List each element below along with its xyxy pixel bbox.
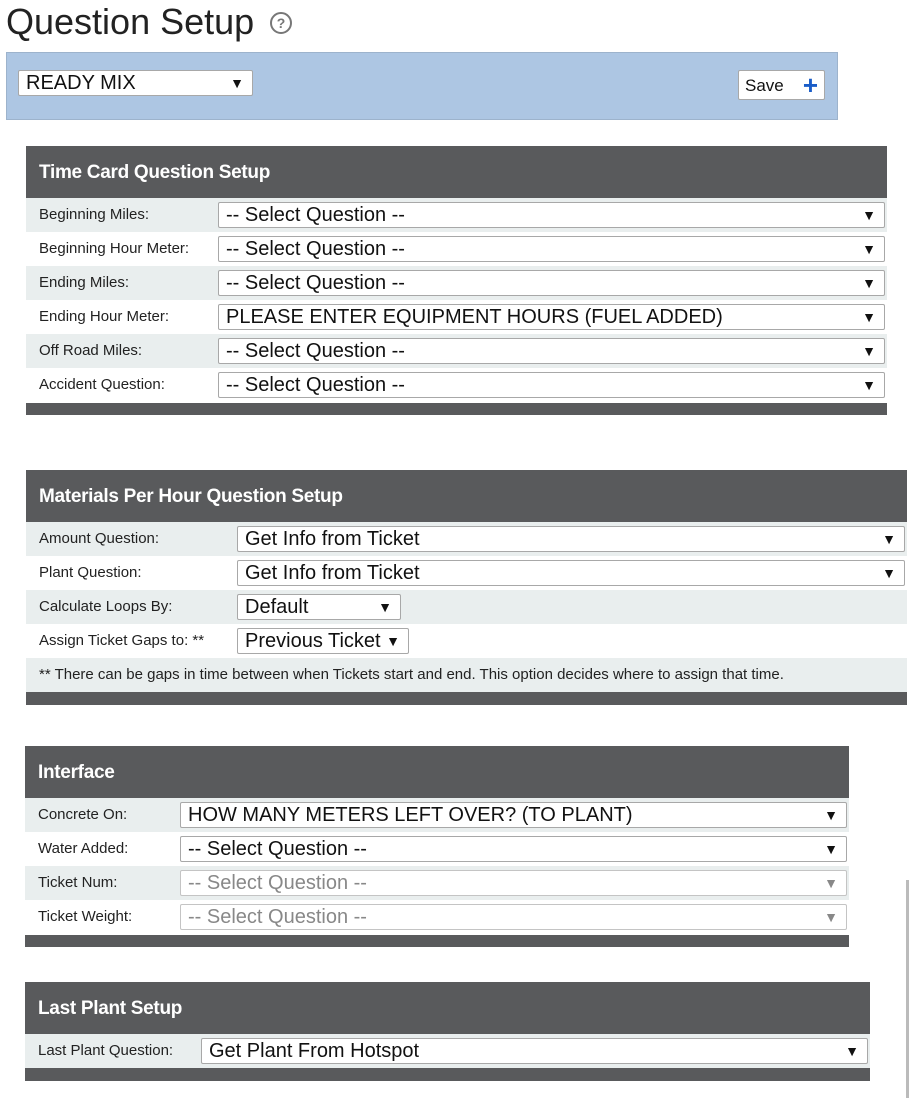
chevron-down-icon: ▼ (386, 633, 400, 649)
company-select-value: READY MIX (26, 72, 136, 94)
time-card-title: Time Card Question Setup (39, 162, 271, 183)
ending-miles-select[interactable] (218, 270, 885, 296)
beginning-miles-label: Beginning Miles: (39, 206, 150, 223)
ticket-num-label: Ticket Num: (38, 874, 118, 891)
save-button-label: Save (745, 76, 784, 95)
section-footer (26, 692, 907, 705)
beginning-hour-meter-label: Beginning Hour Meter: (39, 240, 190, 257)
page-title: Question Setup (6, 1, 255, 42)
form-row (26, 266, 887, 300)
select-value: -- Select Question -- (226, 272, 405, 294)
water-added-select[interactable] (180, 836, 847, 862)
materials-section (26, 470, 907, 705)
plant-question-label: Plant Question: (39, 564, 142, 581)
form-row (26, 590, 907, 624)
concrete-on-select[interactable] (180, 802, 847, 828)
last-plant-section (25, 982, 870, 1081)
form-row (26, 300, 887, 334)
chevron-down-icon: ▼ (882, 565, 896, 581)
form-row (26, 198, 887, 232)
off-road-miles-label: Off Road Miles: (39, 342, 143, 359)
materials-header (26, 470, 907, 522)
select-value: PLEASE ENTER EQUIPMENT HOURS (FUEL ADDED) (226, 306, 723, 328)
chevron-down-icon: ▼ (824, 807, 838, 823)
chevron-down-icon: ▼ (845, 1043, 859, 1059)
chevron-down-icon: ▼ (824, 909, 838, 925)
select-value: Get Info from Ticket (245, 528, 420, 550)
ticket-num-select (180, 870, 847, 896)
chevron-down-icon: ▼ (862, 377, 876, 393)
ending-hour-meter-label: Ending Hour Meter: (39, 308, 170, 325)
note-row (26, 658, 907, 692)
chevron-down-icon: ▼ (824, 875, 838, 891)
beginning-hour-meter-select[interactable] (218, 236, 885, 262)
select-value: -- Select Question -- (188, 906, 367, 928)
form-row (26, 232, 887, 266)
interface-section (25, 746, 849, 947)
ticket-weight-label: Ticket Weight: (38, 908, 133, 925)
plant-question-select[interactable] (237, 560, 905, 586)
form-row (26, 556, 907, 590)
amount-question-label: Amount Question: (39, 530, 160, 547)
concrete-on-label: Concrete On: (38, 806, 128, 823)
time-card-header (26, 146, 887, 198)
chevron-down-icon: ▼ (862, 343, 876, 359)
form-row (25, 900, 849, 934)
select-value: -- Select Question -- (226, 374, 405, 396)
chevron-down-icon: ▼ (862, 241, 876, 257)
form-row (25, 866, 849, 900)
chevron-down-icon: ▼ (862, 275, 876, 291)
select-value: HOW MANY METERS LEFT OVER? (TO PLANT) (188, 804, 633, 826)
save-button[interactable] (738, 70, 825, 100)
select-value: -- Select Question -- (226, 340, 405, 362)
off-road-miles-select[interactable] (218, 338, 885, 364)
form-row (26, 334, 887, 368)
beginning-miles-select[interactable] (218, 202, 885, 228)
question-circle-icon[interactable]: ? (270, 12, 292, 34)
section-footer (25, 1068, 870, 1081)
section-footer (26, 403, 887, 415)
interface-title: Interface (38, 762, 115, 783)
select-value: Default (245, 596, 309, 618)
assign-ticket-gaps-label: Assign Ticket Gaps to: ** (39, 632, 205, 649)
calculate-loops-label: Calculate Loops By: (39, 598, 173, 615)
amount-question-select[interactable] (237, 526, 905, 552)
plus-icon: + (802, 70, 818, 100)
materials-title: Materials Per Hour Question Setup (39, 486, 343, 507)
accident-question-select[interactable] (218, 372, 885, 398)
company-toolbar (6, 52, 838, 120)
form-row (26, 624, 907, 658)
chevron-down-icon: ▼ (824, 841, 838, 857)
select-value: Get Plant From Hotspot (209, 1040, 420, 1062)
ticket-gaps-note: ** There can be gaps in time between when Tickets start and end. This option decides where to assign that time. (39, 666, 784, 683)
last-plant-question-select[interactable] (201, 1038, 868, 1064)
ending-miles-label: Ending Miles: (39, 274, 130, 291)
water-added-label: Water Added: (38, 840, 129, 857)
chevron-down-icon: ▼ (230, 75, 244, 91)
form-row (25, 832, 849, 866)
form-row (26, 522, 907, 556)
ticket-weight-select (180, 904, 847, 930)
calculate-loops-select[interactable] (237, 594, 401, 620)
last-plant-header (25, 982, 870, 1034)
accident-question-label: Accident Question: (39, 376, 165, 393)
time-card-section (26, 146, 887, 415)
select-value: -- Select Question -- (226, 238, 405, 260)
select-value: -- Select Question -- (188, 838, 367, 860)
ending-hour-meter-select[interactable] (218, 304, 885, 330)
form-row (26, 368, 887, 402)
assign-ticket-gaps-select[interactable] (237, 628, 409, 654)
last-plant-question-label: Last Plant Question: (38, 1042, 174, 1059)
select-value: Previous Ticket (245, 630, 381, 652)
select-value: Get Info from Ticket (245, 562, 420, 584)
form-row (25, 798, 849, 832)
last-plant-title: Last Plant Setup (38, 998, 183, 1019)
select-value: -- Select Question -- (188, 872, 367, 894)
section-footer (25, 935, 849, 947)
company-select[interactable] (18, 70, 253, 96)
select-value: -- Select Question -- (226, 204, 405, 226)
form-row (25, 1034, 870, 1068)
chevron-down-icon: ▼ (882, 531, 896, 547)
chevron-down-icon: ▼ (378, 599, 392, 615)
interface-header (25, 746, 849, 798)
chevron-down-icon: ▼ (862, 309, 876, 325)
chevron-down-icon: ▼ (862, 207, 876, 223)
